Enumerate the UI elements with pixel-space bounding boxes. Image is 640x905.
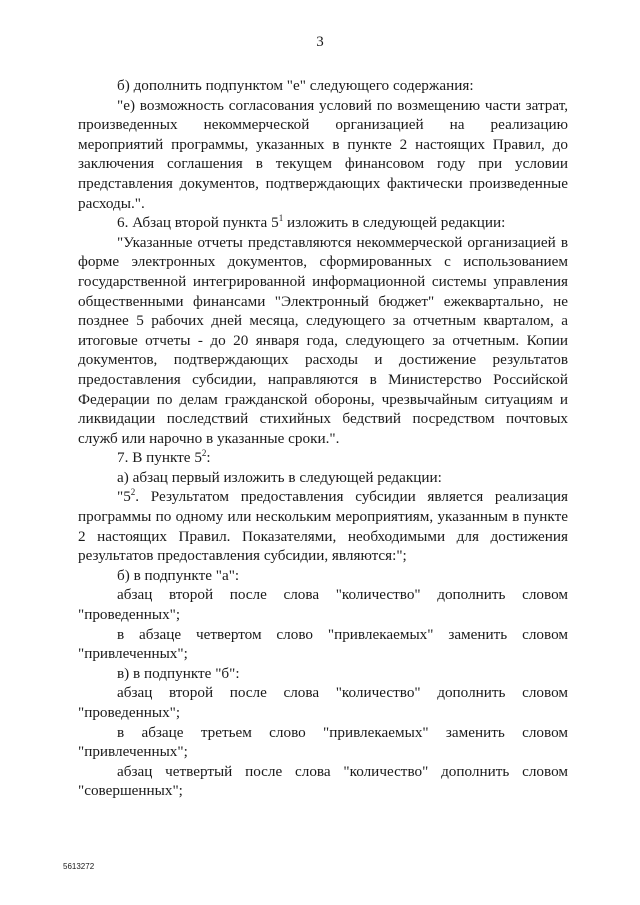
paragraph: "Указанные отчеты представляются некоммерческой организацией в форме электронных документов, сформированных с использованием государственной интегрированной информационной системы управления общественными финансами "Электронный бюджет" ежеквартально, не позднее 5 рабочих дней месяца, следующего за отчетным кварталом, а итоговые отчеты - до 20 января года, следующего за отчетным. Копии документов, подтверждающих расходы и достижение результатов предоставления субсидии, направляются в Министерство Российской Федерации по делам гражданской обороны, чрезвычайным ситуациям и ликвидации последствий стихийных бедствий посредством почтовых служб или нарочно в указанные сроки.". bbox=[78, 233, 568, 447]
superscript: 2 bbox=[201, 448, 207, 459]
page-number: 3 bbox=[316, 34, 324, 50]
paragraph-text: : bbox=[206, 449, 211, 467]
paragraph-text: 7. В пункте 5 bbox=[117, 449, 202, 467]
paragraph: абзац второй после слова "количество" дополнить словом "проведенных"; bbox=[78, 586, 568, 624]
superscript: 1 bbox=[278, 213, 284, 224]
paragraph bbox=[78, 213, 568, 233]
paragraph: абзац четвертый после слова "количество" дополнить словом "совершенных"; bbox=[78, 762, 568, 800]
document-body bbox=[78, 76, 568, 801]
paragraph: абзац второй после слова "количество" дополнить словом "проведенных"; bbox=[78, 684, 568, 721]
paragraph: б) дополнить подпунктом "е" следующего содержания: bbox=[117, 77, 474, 94]
paragraph bbox=[78, 487, 568, 565]
paragraph-text: изложить в следующей редакции: bbox=[283, 214, 506, 232]
paragraph-text: 6. Абзац второй пункта 5 bbox=[117, 214, 279, 232]
paragraph-text: . Результатом предоставления субсидии является реализация программы по одному или нескольким мероприятиям, указанным в пункте 2 настоящих Правил. Показателями, необходимыми для достижения результатов предоставления субсидии, являются:"; bbox=[78, 488, 568, 565]
paragraph-text: "5 bbox=[117, 488, 131, 506]
paragraph: б) в подпункте "а": bbox=[117, 566, 240, 584]
paragraph: в абзаце третьем слово "привлекаемых" заменить словом "привлеченных"; bbox=[78, 723, 568, 761]
paragraph: "е) возможность согласования условий по возмещению части затрат, произведенных некоммерческой организацией на реализацию мероприятий программы, указанных в пункте 2 настоящих Правил, до заключения соглашения в текущем финансовом году при условии представления документов, подтверждающих фактически произведенные расходы.". bbox=[78, 96, 568, 212]
paragraph: а) абзац первый изложить в следующей редакции: bbox=[117, 468, 442, 486]
paragraph bbox=[78, 448, 568, 468]
paragraph: в) в подпункте "б": bbox=[117, 664, 240, 682]
superscript: 2 bbox=[130, 487, 136, 498]
document-footer-code: 5613272 bbox=[63, 862, 95, 871]
paragraph: в абзаце четвертом слово "привлекаемых" заменить словом "привлеченных"; bbox=[78, 625, 568, 663]
